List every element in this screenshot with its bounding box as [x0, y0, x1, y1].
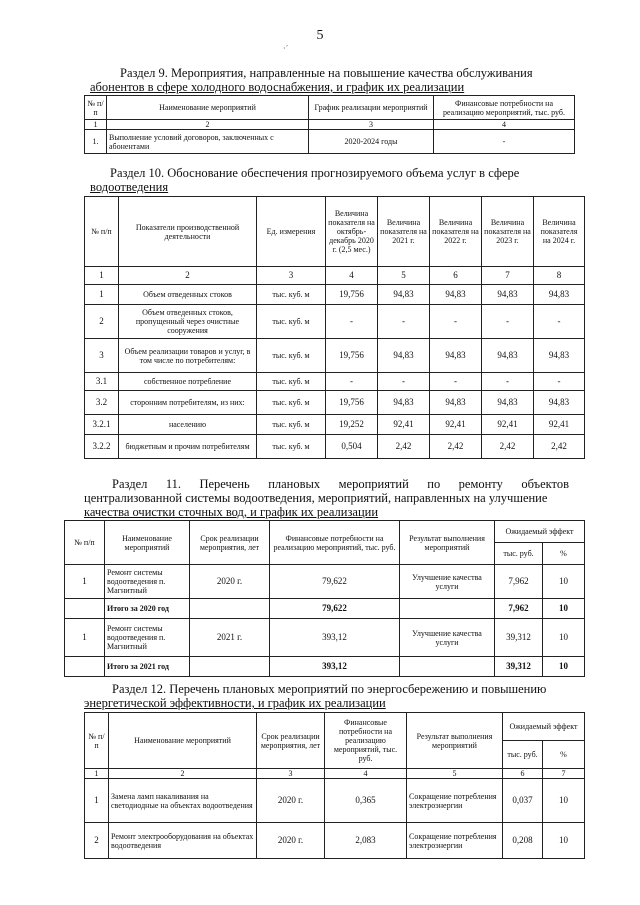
column-number: 1 — [85, 267, 119, 285]
cell-number: 1 — [65, 619, 105, 657]
cell-value: 94,83 — [378, 285, 430, 305]
section11-heading-line2: централизованной системы водоотведения, мероприятий, направленных на улучшение — [84, 491, 548, 505]
section9-heading-line2: абонентов в сфере холодного водоснабжения, и график их реализации — [90, 80, 465, 94]
cell-name: Объем реализации товаров и услуг, в том числе по потребителям: — [119, 339, 257, 373]
header-cell: № п/п — [85, 96, 107, 120]
cell-value: 2,42 — [482, 435, 534, 459]
section11-heading-3 — [84, 505, 569, 519]
cell-value: 92,41 — [378, 415, 430, 435]
header-cell: тыс. руб. — [495, 543, 543, 565]
header-cell: Ожидаемый эффект — [503, 713, 585, 741]
header-cell: Ед. измерения — [257, 197, 326, 267]
empty-cell — [400, 657, 495, 677]
table-row — [65, 619, 585, 657]
cell-unit: тыс. куб. м — [257, 285, 326, 305]
cell-value: 19,756 — [326, 285, 378, 305]
cell-value: 94,83 — [378, 339, 430, 373]
section11-heading-line3: качества очистки сточных вод, и график их реализации — [84, 505, 379, 519]
section9-heading — [90, 66, 570, 80]
empty-cell — [65, 599, 105, 619]
section12-heading-line1: Раздел 12. Перечень плановых мероприятий по энергосбережению и повышению — [112, 682, 547, 696]
cell-number: 1 — [85, 285, 119, 305]
cell-result: Улучшение качества услуги — [400, 619, 495, 657]
column-number: 3 — [257, 267, 326, 285]
cell-value: 94,83 — [534, 339, 585, 373]
cell-total-effect-pct: 10 — [543, 599, 585, 619]
table-row — [85, 779, 585, 823]
cell-value: 94,83 — [430, 391, 482, 415]
column-number-row — [85, 769, 585, 779]
column-number: 2 — [109, 769, 257, 779]
cell-value: 94,83 — [482, 391, 534, 415]
header-cell: Результат выполнения мероприятий — [407, 713, 503, 769]
header-cell: Показатели производственной деятельности — [119, 197, 257, 267]
cell-name: Объем отведенных стоков, пропущенный через очистные сооружения — [119, 305, 257, 339]
header-cell: Величина показателя на 2022 г. — [430, 197, 482, 267]
cell-total-finance: 393,12 — [270, 657, 400, 677]
cell-value: - — [378, 373, 430, 391]
cell-value: - — [430, 373, 482, 391]
column-number: 5 — [378, 267, 430, 285]
section10-heading-line1: Раздел 10. Обоснование обеспечения прогнозируемого объема услуг в сфере — [110, 166, 520, 180]
page-mark: ·ˊ — [283, 44, 289, 53]
cell-number: 3 — [85, 339, 119, 373]
cell-schedule: 2020-2024 годы — [309, 130, 434, 154]
cell-unit: тыс. куб. м — [257, 305, 326, 339]
cell-term: 2020 г. — [257, 779, 325, 823]
cell-value: 94,83 — [534, 285, 585, 305]
cell-name: Ремонт электрооборудования на объектах водоотведения — [109, 823, 257, 859]
cell-value: 94,83 — [430, 285, 482, 305]
header-cell: % — [543, 543, 585, 565]
header-cell: График реализации мероприятий — [309, 96, 434, 120]
section12-heading — [84, 682, 574, 696]
cell-unit: тыс. куб. м — [257, 415, 326, 435]
header-cell: № п/п — [65, 521, 105, 565]
cell-effect-rub: 7,962 — [495, 565, 543, 599]
cell-term: 2020 г. — [257, 823, 325, 859]
header-cell: № п/п — [85, 197, 119, 267]
header-cell: Величина показателя на 2024 г. — [534, 197, 585, 267]
header-cell: % — [543, 741, 585, 769]
cell-value: - — [326, 373, 378, 391]
cell-value: 2,42 — [534, 435, 585, 459]
empty-cell — [190, 657, 270, 677]
cell-number: 1 — [85, 779, 109, 823]
column-number-row — [85, 267, 585, 285]
header-cell: Срок реализации мероприятия, лет — [190, 521, 270, 565]
cell-result: Сокращение потребления электроэнергии — [407, 823, 503, 859]
section10-heading-2 — [90, 180, 570, 194]
cell-effect-rub: 39,312 — [495, 619, 543, 657]
cell-value: 2,42 — [378, 435, 430, 459]
table-row — [85, 391, 585, 415]
cell-value: - — [378, 305, 430, 339]
table-total-row — [65, 657, 585, 677]
table-row — [85, 305, 585, 339]
cell-effect-rub: 0,208 — [503, 823, 543, 859]
cell-number: 3.1 — [85, 373, 119, 391]
section11-heading-line1: Раздел 11. Перечень плановых мероприятий по ремонту объектов — [112, 477, 569, 491]
cell-unit: тыс. куб. м — [257, 339, 326, 373]
table-row — [85, 373, 585, 391]
column-number: 2 — [107, 120, 309, 130]
cell-value: 2,42 — [430, 435, 482, 459]
cell-name: Ремонт системы водоотведения п. Магнитный — [105, 565, 190, 599]
column-number: 6 — [503, 769, 543, 779]
cell-name: Объем отведенных стоков — [119, 285, 257, 305]
cell-value: 92,41 — [482, 415, 534, 435]
cell-name: Ремонт системы водоотведения п. Магнитный — [105, 619, 190, 657]
column-number-row — [85, 120, 575, 130]
table-header-row — [65, 521, 585, 543]
cell-name: населению — [119, 415, 257, 435]
section10-table — [84, 196, 585, 459]
cell-finance: 393,12 — [270, 619, 400, 657]
column-number: 2 — [119, 267, 257, 285]
column-number: 7 — [482, 267, 534, 285]
column-number: 1 — [85, 769, 109, 779]
cell-effect-rub: 0,037 — [503, 779, 543, 823]
header-cell: № п/п — [85, 713, 109, 769]
cell-total-effect-pct: 10 — [543, 657, 585, 677]
cell-number: 1 — [65, 565, 105, 599]
header-cell: Величина показателя на 2021 г. — [378, 197, 430, 267]
header-cell: тыс. руб. — [503, 741, 543, 769]
table-row — [85, 415, 585, 435]
column-number: 5 — [407, 769, 503, 779]
header-cell: Результат выполнения мероприятий — [400, 521, 495, 565]
header-cell: Финансовые потребности на реализацию мероприятий, тыс. руб. — [434, 96, 575, 120]
cell-result: Сокращение потребления электроэнергии — [407, 779, 503, 823]
cell-finance: - — [434, 130, 575, 154]
cell-finance: 79,622 — [270, 565, 400, 599]
section11-table — [64, 520, 585, 677]
cell-value: - — [534, 373, 585, 391]
cell-number: 3.2.2 — [85, 435, 119, 459]
table-row — [85, 339, 585, 373]
header-cell: Срок реализации мероприятия, лет — [257, 713, 325, 769]
cell-value: 0,504 — [326, 435, 378, 459]
empty-cell — [65, 657, 105, 677]
table-row — [65, 565, 585, 599]
cell-number: 3.2 — [85, 391, 119, 415]
column-number: 3 — [257, 769, 325, 779]
empty-cell — [190, 599, 270, 619]
header-cell: Величина показателя на 2023 г. — [482, 197, 534, 267]
cell-value: - — [326, 305, 378, 339]
cell-number: 2 — [85, 305, 119, 339]
cell-effect-pct: 10 — [543, 565, 585, 599]
header-cell: Финансовые потребности на реализацию мероприятий, тыс. руб. — [325, 713, 407, 769]
cell-value: 94,83 — [482, 285, 534, 305]
cell-value: 94,83 — [430, 339, 482, 373]
cell-value: - — [430, 305, 482, 339]
column-number: 4 — [325, 769, 407, 779]
cell-unit: тыс. куб. м — [257, 391, 326, 415]
table-header-row — [85, 197, 585, 267]
section9-table — [84, 95, 575, 154]
cell-value: - — [482, 373, 534, 391]
column-number: 3 — [309, 120, 434, 130]
cell-value: - — [534, 305, 585, 339]
empty-cell — [400, 599, 495, 619]
cell-value: 94,83 — [378, 391, 430, 415]
cell-value: 94,83 — [534, 391, 585, 415]
table-row — [85, 130, 575, 154]
column-number: 6 — [430, 267, 482, 285]
header-cell: Ожидаемый эффект — [495, 521, 585, 543]
cell-result: Улучшение качества услуги — [400, 565, 495, 599]
cell-value: - — [482, 305, 534, 339]
cell-finance: 0,365 — [325, 779, 407, 823]
column-number: 4 — [326, 267, 378, 285]
page-number: 5 — [316, 28, 324, 43]
cell-total-finance: 79,622 — [270, 599, 400, 619]
cell-name: сторонним потребителям, из них: — [119, 391, 257, 415]
cell-effect-pct: 10 — [543, 779, 585, 823]
column-number: 4 — [434, 120, 575, 130]
table-row — [85, 435, 585, 459]
cell-finance: 2,083 — [325, 823, 407, 859]
cell-total-label: Итого за 2020 год — [105, 599, 190, 619]
header-cell: Наименование мероприятий — [109, 713, 257, 769]
section10-heading — [90, 166, 570, 180]
section10-heading-line2: водоотведения — [90, 180, 169, 194]
table-row — [85, 823, 585, 859]
cell-unit: тыс. куб. м — [257, 435, 326, 459]
section12-heading-2 — [84, 696, 574, 710]
cell-total-label: Итого за 2021 год — [105, 657, 190, 677]
section12-table — [84, 712, 585, 859]
cell-value: 92,41 — [534, 415, 585, 435]
table-total-row — [65, 599, 585, 619]
table-row — [85, 285, 585, 305]
section11-heading-2 — [84, 491, 569, 505]
cell-number: 1. — [85, 130, 107, 154]
cell-total-effect-rub: 39,312 — [495, 657, 543, 677]
header-cell: Наименование мероприятий — [105, 521, 190, 565]
cell-number: 2 — [85, 823, 109, 859]
section11-heading — [84, 477, 569, 491]
section12-heading-line2: энергетической эффективности, и график их реализации — [84, 696, 386, 710]
column-number: 8 — [534, 267, 585, 285]
cell-term: 2021 г. — [190, 619, 270, 657]
cell-value: 92,41 — [430, 415, 482, 435]
cell-name: Выполнение условий договоров, заключенных с абонентами — [107, 130, 309, 154]
cell-total-effect-rub: 7,962 — [495, 599, 543, 619]
cell-unit: тыс. куб. м — [257, 373, 326, 391]
cell-number: 3.2.1 — [85, 415, 119, 435]
cell-effect-pct: 10 — [543, 823, 585, 859]
header-cell: Величина показателя на октябрь-декабрь 2020 г. (2,5 мес.) — [326, 197, 378, 267]
cell-effect-pct: 10 — [543, 619, 585, 657]
cell-value: 94,83 — [482, 339, 534, 373]
cell-value: 19,252 — [326, 415, 378, 435]
section9-heading-2 — [90, 80, 570, 94]
table-header-row — [85, 713, 585, 741]
cell-value: 19,756 — [326, 391, 378, 415]
cell-name: Замена ламп накаливания на светодиодные на объектах водоотведения — [109, 779, 257, 823]
column-number: 7 — [543, 769, 585, 779]
section9-heading-line1: Раздел 9. Мероприятия, направленные на повышение качества обслуживания — [120, 66, 533, 80]
table-header-row — [85, 96, 575, 120]
header-cell: Финансовые потребности на реализацию мероприятий, тыс. руб. — [270, 521, 400, 565]
header-cell: Наименование мероприятий — [107, 96, 309, 120]
cell-value: 19,756 — [326, 339, 378, 373]
cell-term: 2020 г. — [190, 565, 270, 599]
cell-name: собственное потребление — [119, 373, 257, 391]
column-number: 1 — [85, 120, 107, 130]
cell-name: бюджетным и прочим потребителям — [119, 435, 257, 459]
